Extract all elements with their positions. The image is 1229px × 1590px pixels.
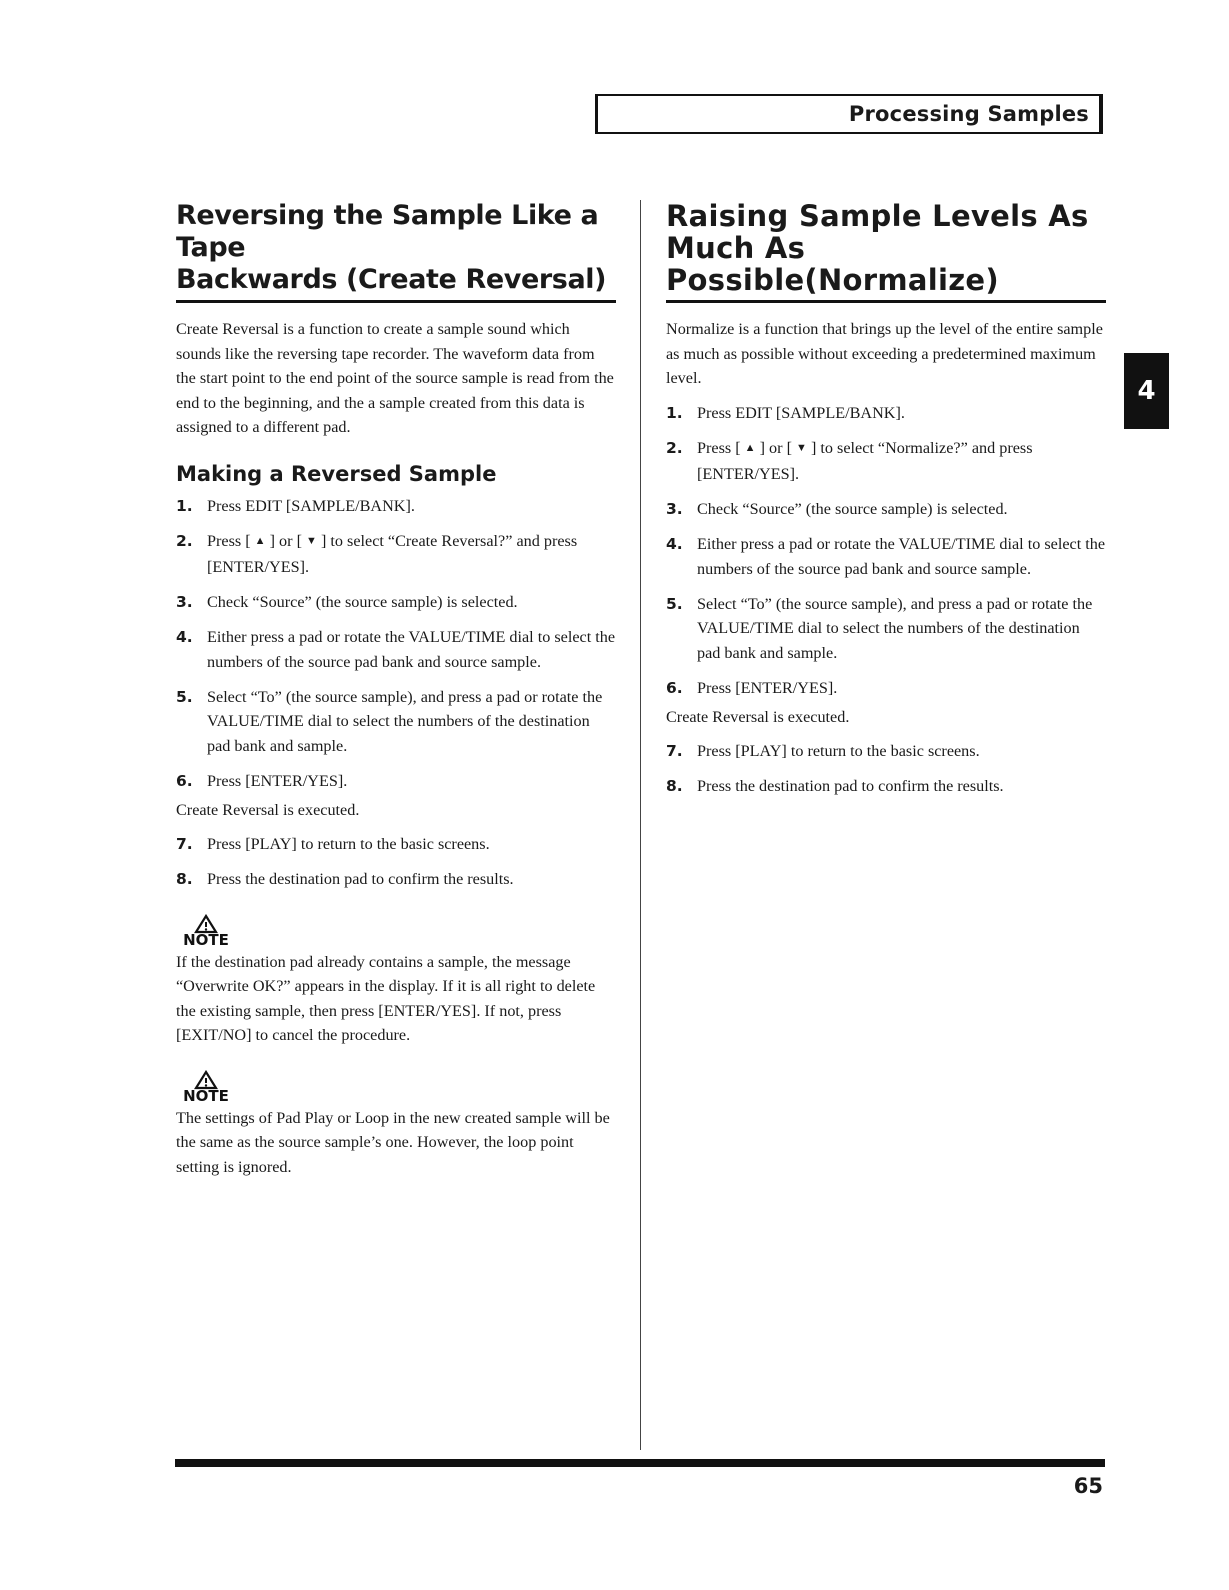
list-item bbox=[666, 739, 1106, 764]
step-number: 5. bbox=[666, 594, 683, 613]
step-text: ] to select “Normalize?” and press [ENTER/YES]. bbox=[697, 438, 1033, 483]
list-item bbox=[666, 532, 1106, 581]
result-text: Create Reversal is executed. bbox=[666, 707, 850, 726]
down-arrow-icon: ▼ bbox=[796, 441, 807, 454]
step-number: 6. bbox=[666, 678, 683, 697]
footer-rule bbox=[175, 1459, 1105, 1467]
title-line-2: Backwards (Create Reversal) bbox=[176, 264, 607, 295]
step-number: 4. bbox=[176, 628, 193, 646]
result-text: Create Reversal is executed. bbox=[176, 800, 360, 819]
list-item bbox=[176, 590, 616, 615]
step-number: 4. bbox=[666, 535, 683, 553]
list-item bbox=[176, 494, 616, 519]
step-text: Press [ENTER/YES]. bbox=[697, 678, 838, 697]
list-item bbox=[176, 769, 616, 794]
step-text: Press [PLAY] to return to the basic screens. bbox=[697, 742, 980, 760]
step-number: 6. bbox=[176, 771, 193, 790]
down-arrow-icon: ▼ bbox=[306, 534, 317, 547]
title-line-2: Much As Possible(Normalize) bbox=[666, 231, 999, 297]
step-text: Check “Source” (the source sample) is selected. bbox=[697, 500, 1008, 518]
step-text: Check “Source” (the source sample) is selected. bbox=[207, 593, 518, 611]
step-text: Press [ENTER/YES]. bbox=[207, 771, 348, 790]
step-number: 2. bbox=[176, 531, 193, 550]
step-text: Press the destination pad to confirm the results. bbox=[207, 870, 514, 888]
left-column bbox=[176, 200, 616, 1179]
step-number: 1. bbox=[176, 496, 193, 515]
list-item bbox=[176, 832, 616, 857]
section-title-create-reversal bbox=[176, 200, 616, 303]
section-title-normalize bbox=[666, 200, 1106, 303]
list-item bbox=[666, 592, 1106, 666]
step-text: Press [PLAY] to return to the basic screens. bbox=[207, 835, 490, 853]
list-item bbox=[666, 401, 1106, 426]
step-text: Press EDIT [SAMPLE/BANK]. bbox=[207, 496, 415, 515]
step-text: Select “To” (the source sample), and press a pad or rotate the VALUE/TIME dial to select the numbers of the destination pad bank and sample. bbox=[697, 594, 1093, 662]
step-number: 7. bbox=[666, 742, 683, 760]
step-number: 8. bbox=[176, 870, 193, 888]
step-list bbox=[176, 832, 616, 892]
up-arrow-icon: ▲ bbox=[744, 441, 756, 454]
note-icon bbox=[178, 1070, 234, 1104]
step-number: 3. bbox=[176, 593, 193, 611]
step-number: 1. bbox=[666, 403, 683, 422]
list-item bbox=[666, 436, 1106, 487]
step-text: ] to select “Create Reversal?” and press [ENTER/YES]. bbox=[207, 531, 578, 576]
page-number: 65 bbox=[1073, 1474, 1103, 1498]
svg-text:NOTE: NOTE bbox=[183, 1086, 229, 1104]
step-number: 2. bbox=[666, 438, 683, 457]
step-text: Press EDIT [SAMPLE/BANK]. bbox=[697, 403, 905, 422]
svg-text:NOTE: NOTE bbox=[183, 930, 229, 948]
step-list bbox=[666, 401, 1106, 701]
step-list bbox=[666, 739, 1106, 799]
header-title: Processing Samples bbox=[848, 102, 1089, 126]
list-item bbox=[176, 685, 616, 759]
step-number: 3. bbox=[666, 500, 683, 518]
list-item bbox=[666, 774, 1106, 799]
up-arrow-icon: ▲ bbox=[254, 534, 266, 547]
step-text: Press [ bbox=[697, 438, 741, 457]
list-item bbox=[176, 867, 616, 892]
step-text: Either press a pad or rotate the VALUE/TIME dial to select the numbers of the source pad bank and source sample. bbox=[207, 628, 616, 671]
column-divider bbox=[640, 200, 641, 1450]
intro-paragraph: Normalize is a function that brings up the level of the entire sample as much as possible without exceeding a predetermined maximum level. bbox=[666, 320, 1103, 387]
step-text: Press the destination pad to confirm the results. bbox=[697, 777, 1004, 795]
step-number: 7. bbox=[176, 835, 193, 853]
step-text: Either press a pad or rotate the VALUE/TIME dial to select the numbers of the source pad bank and source sample. bbox=[697, 535, 1106, 578]
subsection-title: Making a Reversed Sample bbox=[176, 461, 497, 486]
intro-paragraph: Create Reversal is a function to create a sample sound which sounds like the reversing tape recorder. The waveform data from the start point to the end point of the source sample is read from the end to the beginning, and the a sample created from this data is assigned to a different pad. bbox=[176, 320, 614, 436]
list-item bbox=[176, 529, 616, 580]
step-number: 8. bbox=[666, 777, 683, 795]
list-item bbox=[176, 625, 616, 674]
right-column bbox=[666, 200, 1106, 809]
list-item bbox=[666, 676, 1106, 701]
note-text: If the destination pad already contains a sample, the message “Overwrite OK?” appears in the display. If it is all right to delete the existing sample, then press [ENTER/YES]. If not, press [EXIT/NO] to cancel the procedure. bbox=[176, 952, 596, 1044]
note-icon bbox=[178, 914, 234, 948]
step-text: Press [ bbox=[207, 531, 251, 550]
step-number: 5. bbox=[176, 687, 193, 706]
step-text: ] or [ bbox=[759, 438, 792, 457]
list-item bbox=[666, 497, 1106, 522]
title-line-1: Raising Sample Levels As bbox=[666, 199, 1089, 233]
running-header bbox=[595, 94, 1103, 134]
step-text: Select “To” (the source sample), and press a pad or rotate the VALUE/TIME dial to select the numbers of the destination pad bank and sample. bbox=[207, 687, 603, 755]
step-text: ] or [ bbox=[269, 531, 302, 550]
note-text: The settings of Pad Play or Loop in the new created sample will be the same as the source sample’s one. However, the loop point setting is ignored. bbox=[176, 1108, 610, 1176]
title-line-1: Reversing the Sample Like a Tape bbox=[176, 200, 599, 263]
step-list bbox=[176, 494, 616, 794]
chapter-tab: 4 bbox=[1124, 353, 1169, 429]
